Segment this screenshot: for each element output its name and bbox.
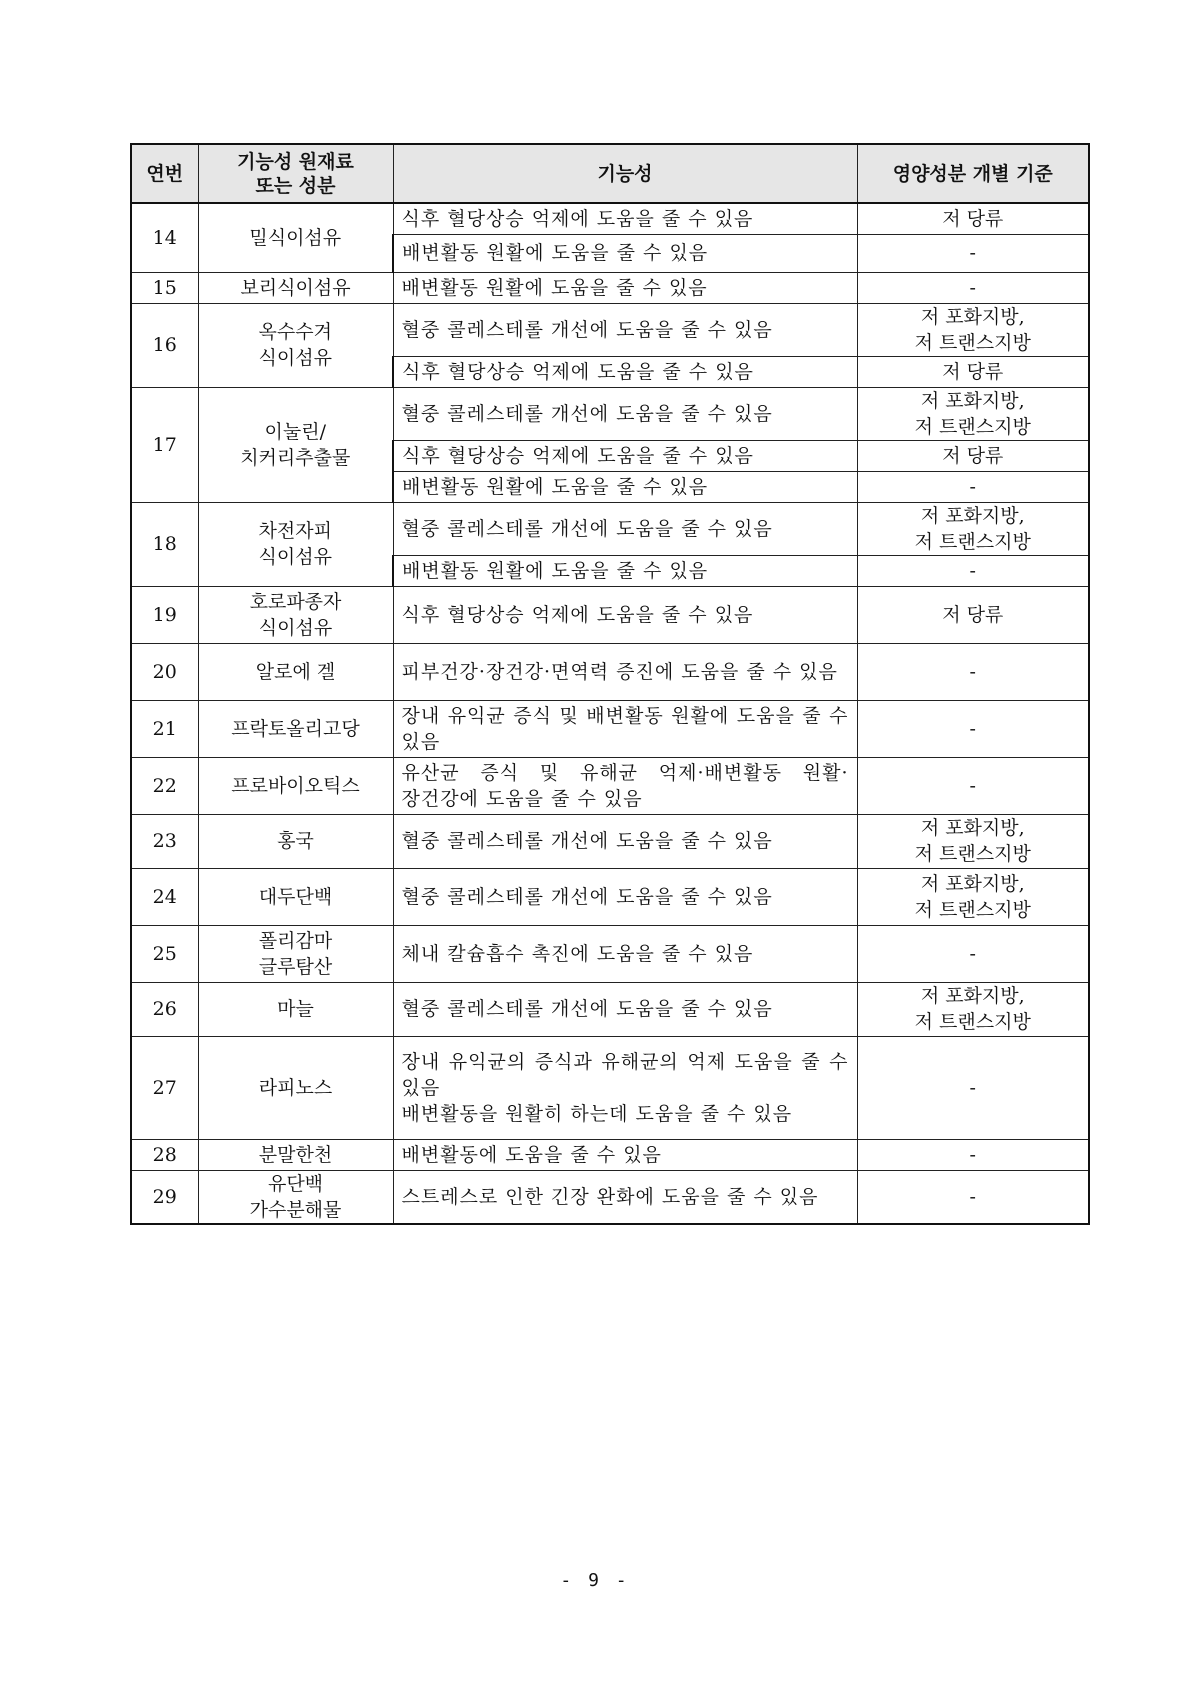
- function-claim: 혈중 콜레스테롤 개선에 도움을 줄 수 있음: [393, 868, 857, 925]
- ingredient-name: 호로파종자 식이섬유: [198, 586, 393, 643]
- table-header: [131, 144, 1089, 203]
- function-claim: 혈중 콜레스테롤 개선에 도움을 줄 수 있음: [393, 982, 857, 1036]
- function-claim: 유산균 증식 및 유해균 억제·배변활동 원활·장건강에 도움을 줄 수 있음: [393, 757, 857, 814]
- item-number: 28: [131, 1139, 198, 1170]
- item-number: 16: [131, 303, 198, 387]
- table-row: [131, 982, 1089, 1036]
- nutrient-standard: 저 당류: [857, 203, 1089, 234]
- page-number: - 9 -: [560, 1570, 630, 1591]
- nutrient-standard: -: [857, 700, 1089, 757]
- item-number: 20: [131, 643, 198, 700]
- nutrient-standard: -: [857, 272, 1089, 303]
- ingredient-name: 마늘: [198, 982, 393, 1036]
- nutrient-standard: -: [857, 1036, 1089, 1139]
- function-claim: 피부건강·장건강·면역력 증진에 도움을 줄 수 있음: [393, 643, 857, 700]
- nutrient-standard: -: [857, 1170, 1089, 1224]
- function-claim: 배변활동 원활에 도움을 줄 수 있음: [393, 471, 857, 502]
- nutrient-standard: 저 당류: [857, 440, 1089, 471]
- ingredient-name: 프락토올리고당: [198, 700, 393, 757]
- table-row: [131, 643, 1089, 700]
- function-claim: 혈중 콜레스테롤 개선에 도움을 줄 수 있음: [393, 303, 857, 356]
- nutrient-standard: 저 포화지방, 저 트랜스지방: [857, 387, 1089, 440]
- function-claim: 배변활동에 도움을 줄 수 있음: [393, 1139, 857, 1170]
- table-row: [131, 586, 1089, 643]
- nutrient-standard: -: [857, 555, 1089, 586]
- table-row: [131, 303, 1089, 356]
- item-number: 15: [131, 272, 198, 303]
- function-claim: 식후 혈당상승 억제에 도움을 줄 수 있음: [393, 203, 857, 234]
- table-body: [131, 203, 1089, 1224]
- header-nutrient-standard: 영양성분 개별 기준: [857, 144, 1089, 203]
- nutrient-standard: 저 당류: [857, 586, 1089, 643]
- function-claim: 혈중 콜레스테롤 개선에 도움을 줄 수 있음: [393, 387, 857, 440]
- nutrient-standard: -: [857, 757, 1089, 814]
- table-row: [131, 203, 1089, 234]
- nutrient-standard: 저 포화지방, 저 트랜스지방: [857, 502, 1089, 555]
- header-row: [131, 144, 1089, 203]
- nutrient-standard: -: [857, 234, 1089, 272]
- item-number: 19: [131, 586, 198, 643]
- item-number: 21: [131, 700, 198, 757]
- item-number: 29: [131, 1170, 198, 1224]
- ingredient-name: 보리식이섬유: [198, 272, 393, 303]
- function-claim: 식후 혈당상승 억제에 도움을 줄 수 있음: [393, 440, 857, 471]
- table-row: [131, 1036, 1089, 1139]
- nutrient-standard: 저 포화지방, 저 트랜스지방: [857, 814, 1089, 868]
- header-function: 기능성: [393, 144, 857, 203]
- function-claim: 혈중 콜레스테롤 개선에 도움을 줄 수 있음: [393, 502, 857, 555]
- ingredient-name: 폴리감마 글루탐산: [198, 925, 393, 982]
- function-claim: 식후 혈당상승 억제에 도움을 줄 수 있음: [393, 356, 857, 387]
- ingredient-name: 대두단백: [198, 868, 393, 925]
- table-row: [131, 925, 1089, 982]
- ingredient-name: 라피노스: [198, 1036, 393, 1139]
- nutrient-standard: -: [857, 1139, 1089, 1170]
- function-claim: 식후 혈당상승 억제에 도움을 줄 수 있음: [393, 586, 857, 643]
- nutrient-standard: 저 포화지방, 저 트랜스지방: [857, 868, 1089, 925]
- header-ingredient: 기능성 원재료 또는 성분: [198, 144, 393, 203]
- item-number: 26: [131, 982, 198, 1036]
- ingredient-name: 옥수수겨 식이섬유: [198, 303, 393, 387]
- ingredient-name: 이눌린/ 치커리추출물: [198, 387, 393, 502]
- table-row: [131, 700, 1089, 757]
- function-claim: 장내 유익균의 증식과 유해균의 억제 도움을 줄 수 있음 배변활동을 원활히 하는데 도움을 줄 수 있음: [393, 1036, 857, 1139]
- item-number: 14: [131, 203, 198, 272]
- nutrient-standard: -: [857, 925, 1089, 982]
- item-number: 22: [131, 757, 198, 814]
- function-claim: 배변활동 원활에 도움을 줄 수 있음: [393, 272, 857, 303]
- table-row: [131, 757, 1089, 814]
- nutrient-standard: -: [857, 643, 1089, 700]
- table-row: [131, 502, 1089, 555]
- ingredient-name: 분말한천: [198, 1139, 393, 1170]
- item-number: 25: [131, 925, 198, 982]
- ingredient-name: 유단백 가수분해물: [198, 1170, 393, 1224]
- function-claim: 배변활동 원활에 도움을 줄 수 있음: [393, 234, 857, 272]
- header-no: 연번: [131, 144, 198, 203]
- ingredient-name: 프로바이오틱스: [198, 757, 393, 814]
- function-claim: 스트레스로 인한 긴장 완화에 도움을 줄 수 있음: [393, 1170, 857, 1224]
- table-row: [131, 387, 1089, 440]
- function-claim: 혈중 콜레스테롤 개선에 도움을 줄 수 있음: [393, 814, 857, 868]
- ingredient-name: 알로에 겔: [198, 643, 393, 700]
- ingredient-name: 차전자피 식이섬유: [198, 502, 393, 586]
- function-claim: 장내 유익균 증식 및 배변활동 원활에 도움을 줄 수 있음: [393, 700, 857, 757]
- function-claim: 체내 칼슘흡수 촉진에 도움을 줄 수 있음: [393, 925, 857, 982]
- nutrient-standard: 저 포화지방, 저 트랜스지방: [857, 982, 1089, 1036]
- item-number: 18: [131, 502, 198, 586]
- table-row: [131, 272, 1089, 303]
- nutrient-standard: 저 포화지방, 저 트랜스지방: [857, 303, 1089, 356]
- table-row: [131, 1170, 1089, 1224]
- table-row: [131, 814, 1089, 868]
- item-number: 17: [131, 387, 198, 502]
- ingredient-name: 밀식이섬유: [198, 203, 393, 272]
- table-row: [131, 868, 1089, 925]
- item-number: 24: [131, 868, 198, 925]
- item-number: 27: [131, 1036, 198, 1139]
- ingredient-name: 홍국: [198, 814, 393, 868]
- item-number: 23: [131, 814, 198, 868]
- functional-ingredients-table: [130, 143, 1090, 1225]
- function-claim: 배변활동 원활에 도움을 줄 수 있음: [393, 555, 857, 586]
- nutrient-standard: 저 당류: [857, 356, 1089, 387]
- nutrient-standard: -: [857, 471, 1089, 502]
- table-row: [131, 1139, 1089, 1170]
